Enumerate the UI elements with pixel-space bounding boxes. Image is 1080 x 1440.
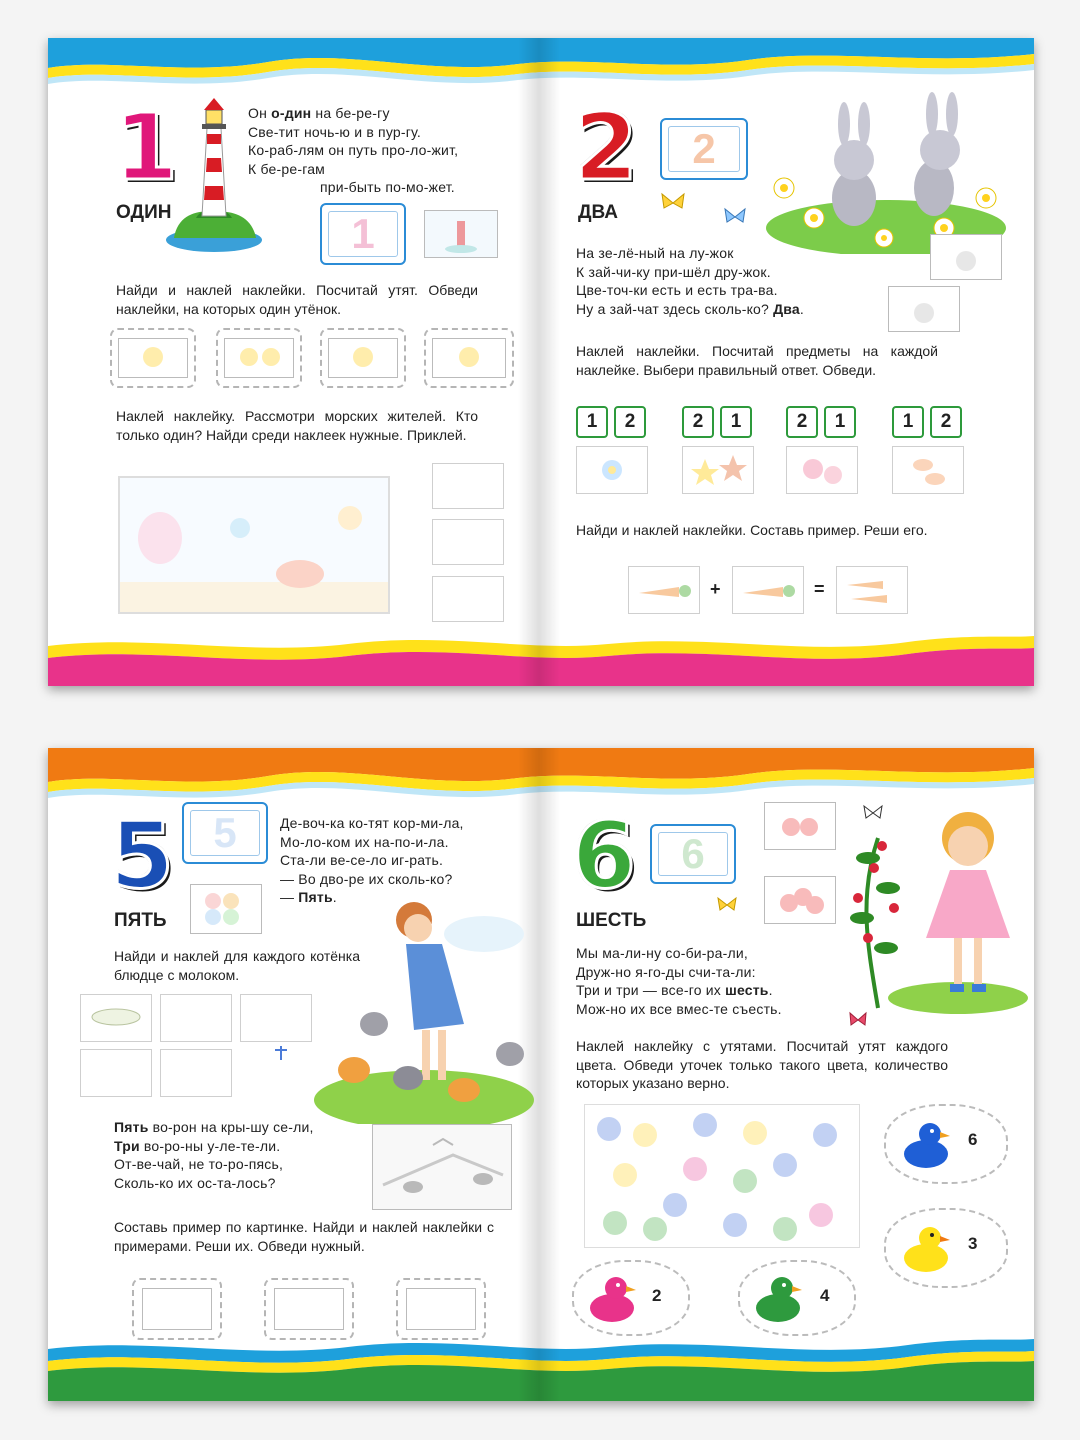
poem-two-answer: Два [773,300,800,317]
sea-sticker-slot-2[interactable] [432,519,504,565]
sticker-slot-number-six[interactable] [650,824,736,884]
answer-option-4a[interactable]: 1 [892,406,924,438]
duckling-icon [119,339,187,377]
strawberry-icon [765,803,835,849]
answer-option-1a[interactable]: 1 [576,406,608,438]
star-icon [683,447,753,493]
number-word-two: ДВА [578,202,619,223]
poem-six-line-2: Друж-но я-го-ды счи-та-ли: [576,963,756,980]
strawberry-sticker-slot-2[interactable] [764,876,836,924]
ducks-sticker-area[interactable] [584,1104,860,1248]
bunny-icon [889,287,959,331]
poem-five-line-2: Мо-ло-ком их на-по-и-ла. [280,833,449,850]
butterfly-icon [658,188,688,218]
poem-six-line-4: Мож-но их все вмес-те съесть. [576,1000,782,1017]
ducks-picture [585,1105,859,1247]
poem-two-line-3: Цве-точ-ки есть и есть тра-ва. [576,282,778,299]
girl-with-raspberries-illustration [838,798,1028,1018]
duck-sticker-slot-4[interactable] [424,328,514,388]
poem-two [576,244,804,318]
poem-crows-line-2: Три во-ро-ны у-ле-те-ли. [114,1137,281,1154]
task-sea-creatures: Наклей наклейку. Рассмотри морских жителей. Кто только один? Найди среди наклеек нужные. Приклей. [116,408,478,443]
duck-sticker-slot-1[interactable] [110,328,196,388]
poem-five-line-1: Де-воч-ка ко-тят кор-ми-ла, [280,815,464,831]
strawberry-icon [765,877,835,923]
carrot-icon [733,567,803,613]
duck-sticker-slot-2[interactable] [216,328,302,388]
pink-duck-icon [582,1270,638,1326]
book-spread-bottom [48,748,1034,1401]
example-sticker-slot-3[interactable] [396,1278,486,1340]
pink-ducks-count-bubble[interactable] [572,1260,690,1336]
two-ducklings-icon [225,339,293,377]
big-number-one: 1 [114,94,179,201]
flower-sticker-slot[interactable] [576,446,648,494]
number-word-five: ПЯТЬ [114,910,167,931]
sticker-slot-number-five[interactable] [182,802,268,864]
carrot-sticker-slot-2[interactable] [732,566,804,614]
saucer-sticker-slot-5[interactable] [160,1049,232,1097]
poem-one-line-2: Све-тит ночь-ю и в пур-гу. [248,123,421,140]
poem-five-line-4: — Во дво-ре их сколь-ко? [280,870,453,887]
saucer-sticker-slot-3[interactable] [240,994,312,1042]
duckling-icon [433,339,505,377]
saucer-icon [81,995,151,1041]
strawberry-sticker-slot-1[interactable] [764,802,836,850]
bunny-sticker-slot-1[interactable] [930,234,1002,280]
girl-with-kittens-illustration [314,894,534,1124]
lighthouse-small-icon [425,211,497,257]
task-find-saucers: Найди и наклей для каждого котёнка блюдце с молоком. [114,948,360,983]
sea-creatures-sticker-area[interactable] [118,476,390,614]
answer-option-1b[interactable]: 2 [614,406,646,438]
bunny-icon [931,235,1001,279]
poem-six-line-3: Три и три — все-го их шесть. [576,982,773,999]
task-count-objects: Наклей наклейки. Посчитай предметы на каждой наклейке. Выбери правильный ответ. Обведи. [576,343,938,378]
carrot-sticker-slot-result[interactable] [836,566,908,614]
bunny-sticker-slot-2[interactable] [888,286,960,332]
poem-two-line-4: Ну а зай-чат здесь сколь-ко? Два. [576,300,805,317]
answer-option-2b[interactable]: 1 [720,406,752,438]
poem-crows-line-1: Пять во-рон на кры-шу се-ли, [114,1119,314,1135]
task-make-example: Найди и наклей наклейки. Составь пример. Реши его. [576,522,928,538]
duckling-icon [329,339,397,377]
bottom-wave-border [48,616,1034,686]
poem-six-line-1: Мы ма-ли-ну со-би-ра-ли, [576,945,748,961]
butterfly-icon [722,204,748,230]
green-ducks-count-bubble[interactable] [738,1260,856,1336]
yellow-ducks-count-bubble[interactable] [884,1208,1008,1288]
crows-sticker-slot[interactable] [372,1124,512,1210]
book-spread-top [48,38,1034,686]
poem-five-line-3: Ста-ли ве-се-ло иг-рать. [280,852,444,869]
poem-six [576,944,782,1018]
button-icon [787,447,857,493]
poem-two-line-2: К зай-чи-ку при-шёл дру-жок. [576,263,771,280]
sticker-slot-number-one-label: 1 [351,210,375,257]
flower-icon [577,447,647,493]
carrot-sticker-slot-1[interactable] [628,566,700,614]
plates-sticker-slot[interactable] [190,884,262,934]
big-number-two: 2 [574,94,639,201]
equals-sign: = [814,579,825,599]
bottom-wave-border [48,1331,1034,1401]
poem-one [248,104,458,197]
poem-five-answer: Пять [298,889,333,906]
poem-one-line-1: Он о-дин на бе-ре-гу [248,105,390,121]
sea-sticker-slot-3[interactable] [432,576,504,622]
green-ducks-count: 4 [820,1286,830,1305]
pink-ducks-count: 2 [652,1286,662,1305]
task-example-picture: Составь пример по картинке. Найди и наклей наклейки с примерами. Реши их. Обведи нужный. [114,1219,494,1254]
example-sticker-slot-1[interactable] [132,1278,222,1340]
sticker-slot-number-six-label: 6 [681,830,705,877]
number-word-one: ОДИН [116,202,172,223]
saucer-sticker-slot-2[interactable] [160,994,232,1042]
dragonfly-icon [272,1044,290,1062]
sea-scene-illustration [120,478,388,612]
answer-option-4b[interactable]: 2 [930,406,962,438]
task-count-ducks-by-color: Наклей наклейку с утятами. Посчитай утят каждого цвета. Обведи уточек только такого цвета, количество которых указано верно. [576,1038,948,1092]
poem-one-line-3: Ко-раб-лям он путь про-ло-жит, [248,142,459,159]
answer-option-3b[interactable]: 1 [824,406,856,438]
sticker-slot-number-two-label: 2 [692,125,716,172]
number-word-six: ШЕСТЬ [576,910,647,931]
plates-icon [191,885,261,933]
duck-sticker-slot-3[interactable] [320,328,406,388]
yellow-duck-icon [896,1220,952,1276]
butterfly-icon [716,894,738,916]
poem-crows-line-3: От-ве-чай, не то-ро-пясь, [114,1156,284,1173]
stars-sticker-slot[interactable] [682,446,754,494]
blue-ducks-count: 6 [968,1130,978,1149]
saucer-sticker-slot-1[interactable] [80,994,152,1042]
sticker-slot-number-one[interactable] [320,203,406,265]
poem-one-line-5: при-быть по-мо-жет. [320,179,455,196]
poem-two-line-1: На зе-лё-ный на лу-жок [576,245,734,261]
blue-ducks-count-bubble[interactable] [884,1104,1008,1184]
sticker-slot-number-five-label: 5 [213,809,237,856]
poem-crows-line-4: Сколь-ко их ос-та-лось? [114,1174,276,1191]
poem-five-line-5: — Пять. [280,889,337,906]
poem-one-line-4: К бе-ре-гам [248,160,325,177]
lighthouse-sticker-slot[interactable] [424,210,498,258]
big-number-six: 6 [572,802,637,909]
carrots-icon [837,567,907,613]
green-duck-icon [748,1270,804,1326]
plus-sign: + [710,579,721,599]
candy-sticker-slot[interactable] [892,446,964,494]
candy-icon [893,447,963,493]
buttons-sticker-slot[interactable] [786,446,858,494]
sticker-slot-number-two[interactable] [660,118,748,180]
poem-crows [114,1118,314,1192]
sea-sticker-slot-1[interactable] [432,463,504,509]
book-gutter [518,38,560,686]
answer-option-2a[interactable]: 2 [682,406,714,438]
butterfly-icon [848,1010,868,1030]
carrot-icon [629,567,699,613]
poem-six-answer: шесть [725,982,769,999]
task-count-ducklings: Найди и наклей наклейки. Посчитай утят. Обведи наклейки, на которых один утёнок. [116,282,478,317]
saucer-sticker-slot-4[interactable] [80,1049,152,1097]
blue-duck-icon [896,1116,952,1172]
yellow-ducks-count: 3 [968,1234,978,1253]
example-sticker-slot-2[interactable] [264,1278,354,1340]
big-number-five: 5 [110,802,175,909]
two-bunnies-illustration [764,78,1008,254]
answer-option-3a[interactable]: 2 [786,406,818,438]
crows-picture [373,1125,511,1209]
